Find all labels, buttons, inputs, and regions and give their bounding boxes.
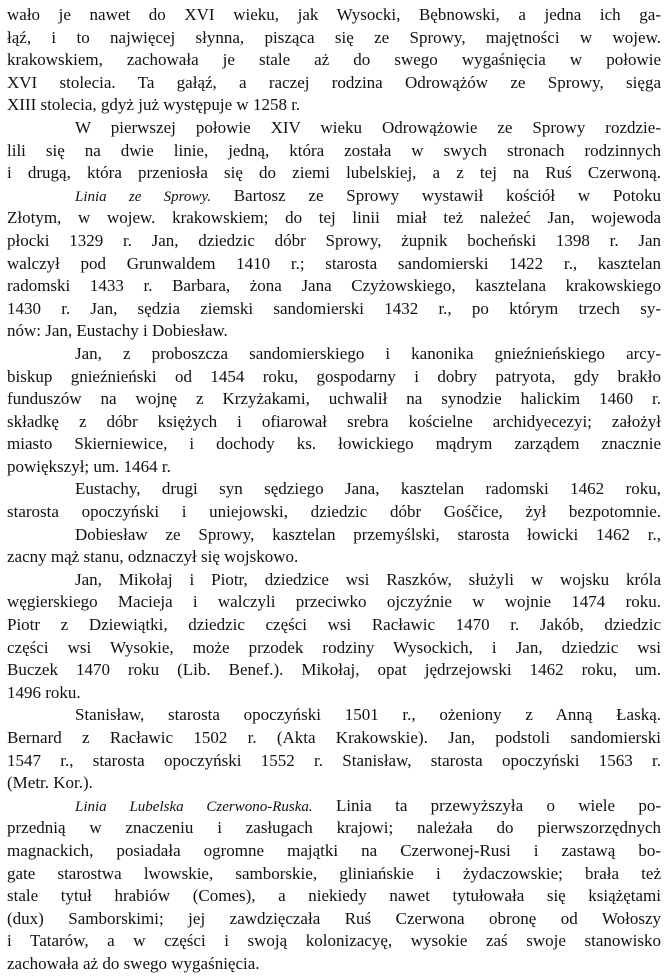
text-line: miasto Skierniewice, i dochody ks. łowickiego mądrym zarządem znacznie <box>7 434 661 454</box>
paragraph-1 <box>7 4 661 117</box>
section-heading: Linia ze Sprowy. <box>75 188 212 205</box>
text-line: starosta opoczyński i uniejowski, dziedzic dóbr Gośčice, żył bezpotomnie. <box>7 502 661 522</box>
text-line: Dobiesław ze Sprowy, kasztelan przemyślski, starosta łowicki 1462 r., <box>75 524 661 544</box>
text-line: Jan, z proboszcza sandomierskiego i kanonika gnieźnieńskiego arcy- <box>75 343 661 363</box>
text-line <box>7 185 661 208</box>
paragraph-dobieslaw <box>7 524 661 569</box>
paragraph-stanislaw <box>7 704 661 794</box>
text-line: Jan, Mikołaj i Piotr, dziedzice wsi Raszków, służyli w wojsku króla <box>75 569 661 589</box>
text-line: Eustachy, drugi syn sędziego Jana, kasztelan radomski 1462 roku, <box>75 479 661 499</box>
text-line: zachowała aż do swego wygaśnięcia. <box>7 953 260 973</box>
text-line-body: Linia ta przewyższyła o wiele po- <box>335 795 661 815</box>
text-line: W pierwszej połowie XIV wieku Odrowążowie ze Sprowy rozdzie- <box>75 117 661 137</box>
text-line: powiększył; um. 1464 r. <box>7 456 171 476</box>
text-line: i drugą, która przeniosła się do ziemi lubelskiej, a z tej na Ruś Czerwoną. <box>7 163 661 183</box>
paragraph-2 <box>7 117 661 185</box>
text-line: Bernard z Racławic 1502 r. (Akta Krakowskie). Jan, podstoli sandomierski <box>7 728 661 747</box>
paragraph-eustachy <box>7 478 661 523</box>
text-line: płocki 1329 r. Jan, dziedzic dóbr Sprowy, żupnik bocheński 1398 r. Jan <box>7 230 661 250</box>
text-line: składkę z dóbr księżych i ofiarował srebra kościelne archidyecezyi; założył <box>7 411 661 431</box>
text-line: magnackich, posiadała ogromne majątki na Czerwonej-Rusi i zastawą bo- <box>7 840 661 860</box>
text-line: i Tatarów, a w części i swoją kolonizacyę, wysokie zaś swoje stanowisko <box>7 931 661 951</box>
text-line: Stanisław, starosta opoczyński 1501 r., ożeniony z Anną Łaską. <box>75 705 661 725</box>
text-line: krakowskiem, zachowała je stale aż do swego wygaśnięcia w połowie <box>7 50 661 70</box>
paragraph-raszkow <box>7 569 661 705</box>
text-line: wało je nawet do XVI wieku, jak Wysocki, Bębnowski, a jedna ich ga- <box>7 5 661 24</box>
text-line: (dux) Samborskimi; jej zawdzięczała Ruś Czerwona obronę od Wołoszy <box>7 908 661 928</box>
text-line: łąź, i to najwięcej słynna, pisząca się ze Sprowy, majętności w wojew. <box>7 27 661 47</box>
text-line-body: Bartosz ze Sprowy wystawił kościół w Potoku <box>233 185 661 205</box>
text-line: Piotr z Dziewiątki, dziedzic części wsi Racławic 1470 r. Jakób, dziedzic <box>7 615 661 635</box>
section-heading: Linia Lubelska Czerwono-Ruska. <box>75 798 313 815</box>
text-line: Buczek 1470 roku (Lib. Benef.). Mikołaj, opat jędrzejowski 1462 roku, um. <box>7 660 661 680</box>
text-line: 1430 r. Jan, sędzia ziemski sandomierski 1432 r., po którym trzech sy- <box>7 298 661 318</box>
paragraph-jan <box>7 343 661 479</box>
text-line: biskup gnieźnieński od 1454 roku, gospodarny i dobry patryota, gdy brakło <box>7 366 661 386</box>
text-line: (Metr. Kor.). <box>7 773 93 793</box>
text-line: Złotym, w wojew. krakowskiem; do tej linii miał też należeć Jan, wojewoda <box>7 208 661 228</box>
text-line: XVI stolecia. Ta gałąź, a raczej rodzina Odrowążów ze Sprowy, sięga <box>7 72 661 92</box>
text-line: radomski 1433 r. Barbara, żona Jana Czyżowskiego, kasztelana krakowskiego <box>7 276 661 296</box>
text-line: walczył pod Grunwaldem 1410 r.; starosta sandomierski 1422 r., kasztelan <box>7 253 661 273</box>
text-line: funduszów na wojnę z Krzyżakami, uchwalił na synodzie halickim 1460 r. <box>7 389 661 409</box>
text-line: zacny mąż stanu, odznaczył się wojskowo. <box>7 547 299 567</box>
text-line: części wsi Wysokie, może przodek rodziny Wysockich, i Jan, dziedzic wsi <box>7 637 661 657</box>
paragraph-linia-lubelska <box>7 795 661 976</box>
text-line: węgierskiego Macieja i walczyli przeciwko ojczyźnie w wojnie 1474 roku. <box>7 592 661 612</box>
text-line: 1496 roku. <box>7 682 81 702</box>
text-line: 1547 r., starosta opoczyński 1552 r. Stanisław, starosta opoczyński 1563 r. <box>7 750 661 770</box>
text-line: nów: Jan, Eustachy i Dobiesław. <box>7 321 228 341</box>
text-line: XIII stolecia, gdyż już występuje w 1258 r. <box>7 95 301 115</box>
text-line: stale tytuł hrabiów (Comes), a niekiedy nawet tytułowała się książętami <box>7 886 661 906</box>
text-line: przednią w znaczeniu i zasługach krajowi; należała do pierwszorzędnych <box>7 818 661 838</box>
text-line: gate starostwa lwowskie, samborskie, gliniańskie i żydaczowskie; brała też <box>7 863 661 883</box>
text-line <box>7 795 661 818</box>
text-line: lili się na dwie linie, jedną, która została w swych stronach rodzinnych <box>7 140 661 160</box>
paragraph-linia-ze-sprowy <box>7 185 661 343</box>
